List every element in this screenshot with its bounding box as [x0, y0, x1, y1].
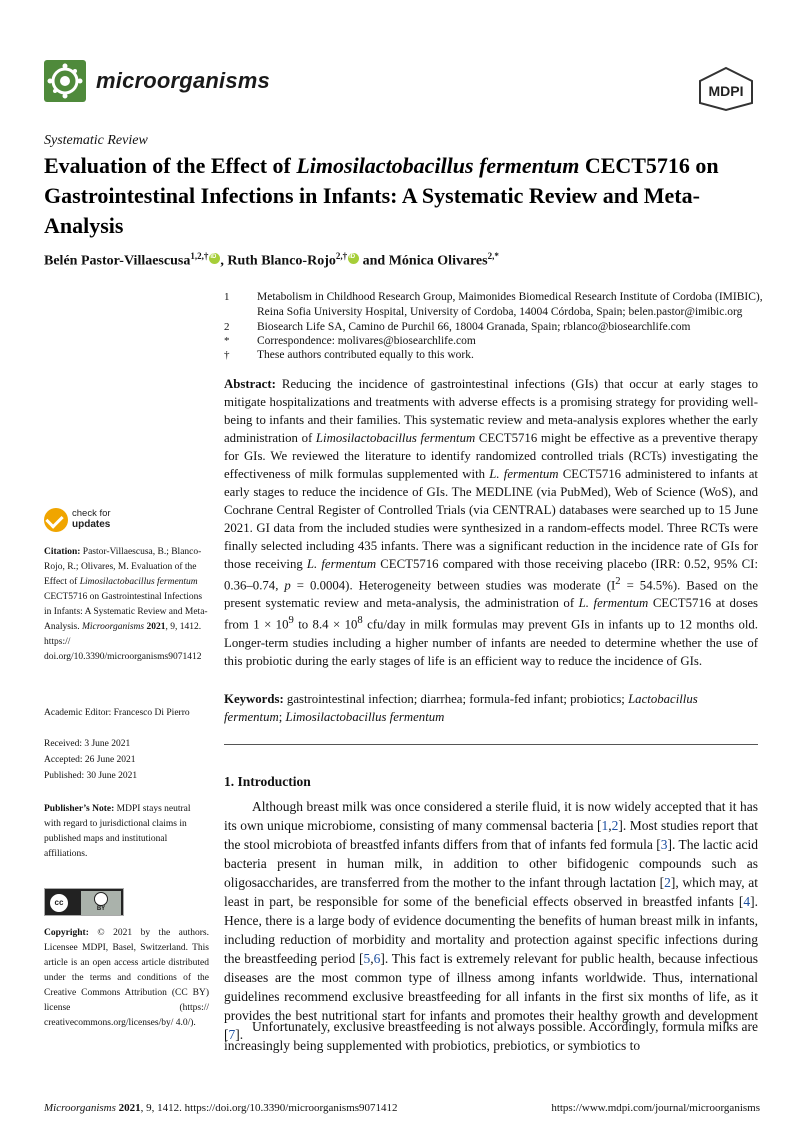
abstract-label: Abstract: — [224, 377, 276, 391]
affiliation-text: These authors contributed equally to this work. — [257, 349, 474, 361]
author-name: Belén Pastor-Villaescusa — [44, 253, 191, 269]
copyright-notice: Copyright: © 2021 by the authors. Licensee MDPI, Basel, Switzerland. This article is an open access article distributed under the terms and conditions of the Creative Commons Attribution (CC BY) license (https:// creativecommons.org/licenses/by/ 4.0/). — [44, 928, 209, 1028]
person-icon — [94, 892, 108, 906]
affiliation-mark: * — [224, 335, 230, 347]
check-icon — [44, 508, 68, 532]
citation-link[interactable]: 1 — [601, 818, 609, 833]
by-icon — [81, 891, 121, 915]
mdpi-logo-icon — [697, 66, 755, 112]
received-date: Received: 3 June 2021 — [44, 739, 131, 749]
abstract: Abstract: Reducing the incidence of gastrointestinal infections (GIs) that occur at early stages to mitigate hospitalizations and treatments with adverse effects is a promising strategy for providing well-being to infants and their families. This systematic review and meta-analysis explores whether the early administration of Limosilactobacillus fermentum CECT5716 might be effective as a preventive therapy for GIs. We reviewed the literature to identify randomized controlled trials (RCTs) investigating the effectiveness of milk formulas supplemented with L. fermentum CECT5716 administered to infants at early stages to reduce the incidence of GIs. The MEDLINE (via PubMed), Web of Science (WoS), and Cochrane Central Register of Controlled Trials (via CENTRAL) databases were searched up to 15 June 2021. GI data from the included studies were synthesized in a random-effects model. Three RCTs were finally selected including 435 infants. There was a significant reduction in the incidence rate of GIs for those receiving L. fermentum CECT5716 compared with those receiving placebo (IRR: 0.52, 95% CI: 0.36–0.74, p = 0.0004). Heterogeneity between studies was moderate $(I^2 = 54.5\%)$. Based on the present systematic review and meta-analysis, the administration of L. fermentum CECT5716 at doses from $1 \times 10^9$ to $8.4 \times 10^8$ cfu/day in milk formulas may prevent GIs in infants up to 12 months old. Longer-term studies including a higher number of infants are needed to determine whether the use of this probiotic during the early stages of life is an efficient way to reduce the incidence of GIs. — [224, 377, 759, 668]
paragraph-text: Although breast milk was once considered a sterile fluid, it is now widely accepted that it has its own unique microbiome, consisting of many commensal bacteria [ — [224, 799, 758, 833]
citation-link[interactable]: 5 — [363, 951, 371, 966]
check-line1: check for — [72, 508, 111, 519]
check-for-updates-button[interactable] — [44, 508, 144, 536]
author-sup: 2,* — [487, 251, 499, 261]
affiliation-text: Metabolism in Childhood Research Group, Maimonides Biomedical Research Institute of Cordoba (IMIBIC), Reina Sofia University Hospital, University of Cordoba, 14004 Córdoba, Spain; belen.pastor@imibic.org — [257, 291, 763, 318]
keywords-label: Keywords: — [224, 692, 284, 706]
affiliation-mark: † — [224, 349, 230, 361]
citation-link[interactable]: 6 — [373, 951, 381, 966]
footer-journal-url[interactable]: https://www.mdpi.com/journal/microorganisms — [551, 1102, 760, 1114]
paragraph-text: , — [608, 818, 612, 833]
affiliation-mark: 1 — [224, 291, 230, 303]
accepted-date: Accepted: 26 June 2021 — [44, 755, 136, 765]
publisher-note: Publisher’s Note: MDPI stays neutral with regard to jurisdictional claims in published maps and institutional affiliations. — [44, 804, 191, 859]
author-sep: and — [359, 253, 389, 269]
journal-name: microorganisms — [96, 68, 270, 93]
paragraph-text: ]. — [235, 1027, 244, 1042]
author-name: Mónica Olivares — [388, 253, 488, 269]
body-paragraph: Unfortunately, exclusive breastfeeding is not always possible. Accordingly, formula milks are increasingly being supplemented with probiotics, prebiotics, or symbiotics to — [224, 1019, 758, 1053]
author-name: Ruth Blanco-Rojo — [227, 253, 336, 269]
paragraph-text: ]. Most studies report that the stool microbiota of breastfed infants differs from that of infants fed formula [ — [224, 818, 758, 852]
affiliation-text: Correspondence: molivares@biosearchlife.com — [257, 335, 476, 347]
citation-link[interactable]: 7 — [228, 1027, 236, 1042]
citation-link[interactable]: 3 — [660, 837, 668, 852]
affiliation-text: Biosearch Life SA, Camino de Purchil 66, 18004 Granada, Spain; rblanco@biosearchlife.com — [257, 321, 691, 333]
citation-link[interactable]: 2 — [664, 875, 671, 890]
affiliation-mark: 2 — [224, 321, 230, 333]
paragraph-text: ]. The lactic acid bacteria present in human milk, in addition to other bifidogenic compounds such as oligosaccharides, are transferred from the mother to the infant through lactation [ — [224, 837, 759, 890]
paragraph-text: ]. This fact is extremely relevant for public health, because infectious diseases are the most common type of illness among infants worldwide. Thus, international guidelines recommend exclusive breastfeeding for all infants in the first six months of life, as it provides the best nutritional start for infants and promotes their healthy growth and development [ — [224, 951, 758, 1042]
paragraph-text: ], which may, at least in part, be responsible for some of the beneficial effects observed in breastfed infants [ — [224, 875, 758, 909]
check-line2: updates — [72, 519, 111, 530]
author-sep: , — [220, 253, 228, 269]
orcid-icon[interactable] — [348, 253, 359, 264]
keywords: Keywords: gastrointestinal infection; diarrhea; formula-fed infant; probiotics; Lactobacillus fermentum; Limosilactobacillus fermentum — [224, 692, 698, 724]
published-date: Published: 30 June 2021 — [44, 771, 138, 781]
citation-link[interactable]: 2 — [611, 818, 619, 833]
body-paragraph — [224, 797, 758, 1044]
author-sup: 1,2,† — [190, 251, 209, 261]
cc-by-license-badge[interactable] — [44, 888, 124, 916]
article-title — [44, 151, 759, 241]
paragraph-text: , — [370, 951, 374, 966]
mdpi-logo-text: MDPI — [708, 83, 744, 99]
journal-logo-icon — [44, 60, 86, 102]
by-label: BY — [96, 906, 106, 912]
section-divider — [224, 744, 758, 745]
title-italic: Limosilactobacillus fermentum — [296, 153, 580, 178]
author-sup: 2,† — [335, 251, 348, 261]
author-list — [44, 251, 499, 270]
title-part1: Evaluation of the Effect of — [44, 153, 297, 178]
title-part2: CECT5716 on Gastrointestinal Infections in Infants: A Systematic Review and Meta-Analysis — [44, 153, 719, 238]
citation-link[interactable]: 4 — [743, 894, 751, 909]
paragraph-text: ]. Hence, there is a large body of evidence documenting the benefits of human breast milk in infants, including reduction of morbidity and mortality and protection against specific infections during the breastfeeding period [ — [224, 894, 758, 966]
academic-editor: Academic Editor: Francesco Di Pierro — [44, 708, 190, 718]
citation-block: Citation: Pastor-Villaescusa, B.; Blanco-Rojo, R.; Olivares, M. Evaluation of the Effect of Limosilactobacillus fermentum CECT5716 on Gastrointestinal Infections in Infants: A Systematic Review and Meta-Analysis. Microorganisms 2021, 9, 1412. https:// doi.org/10.3390/microorganisms9071412 — [44, 547, 208, 662]
footer-citation: Microorganisms 2021, 9, 1412. https://doi.org/10.3390/microorganisms9071412 — [44, 1102, 398, 1114]
cc-icon: cc — [48, 892, 70, 914]
section-heading: 1. Introduction — [224, 774, 311, 789]
article-type: Systematic Review — [44, 133, 148, 148]
orcid-icon[interactable] — [209, 253, 220, 264]
